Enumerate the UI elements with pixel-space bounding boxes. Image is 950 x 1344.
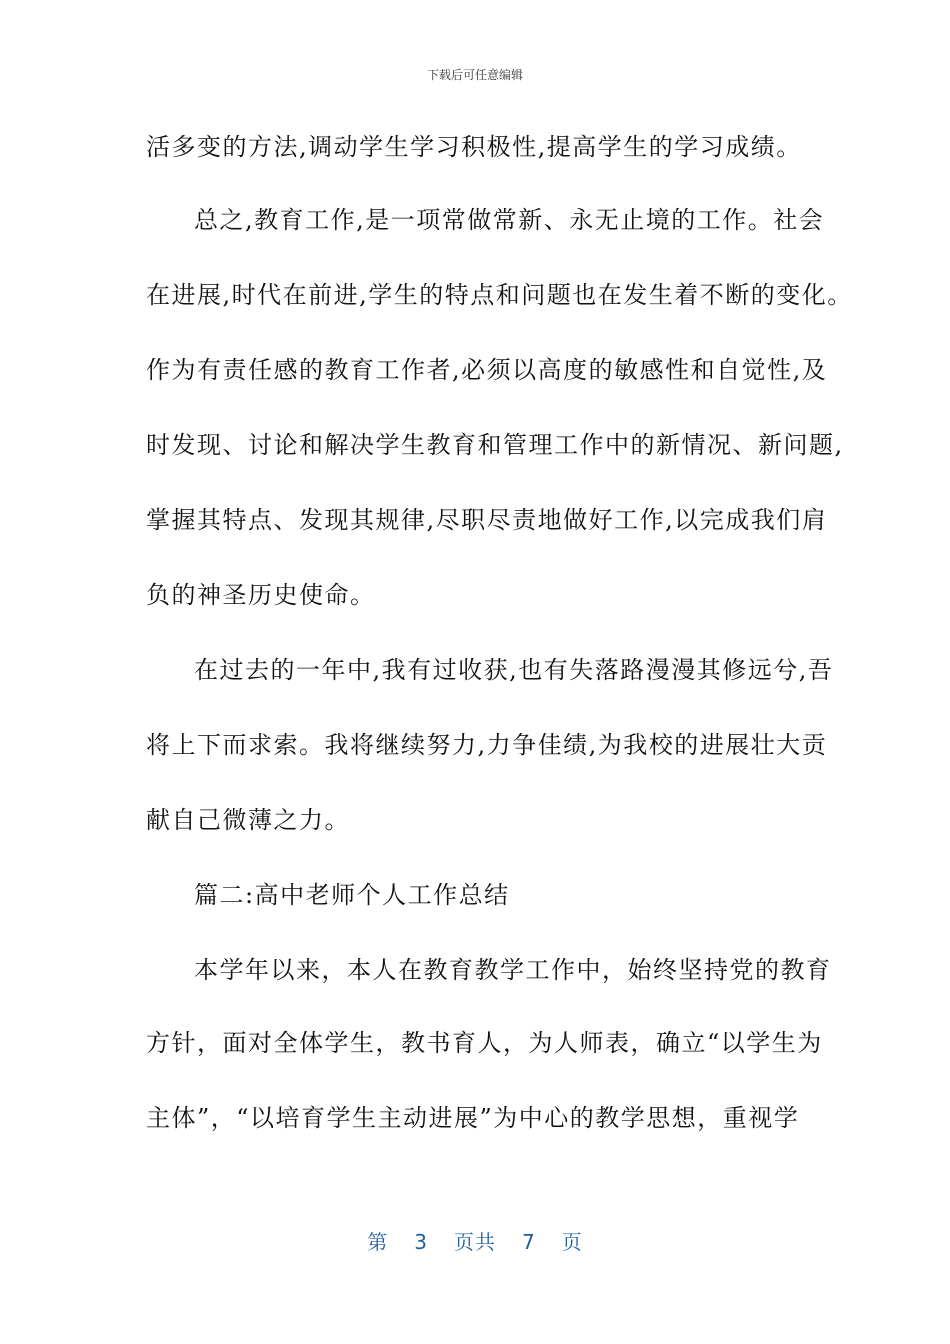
- footer-suffix: 页: [561, 1230, 583, 1254]
- text-line: 负的神圣历史使命。: [146, 581, 376, 609]
- text-line: 作为有责任感的教育工作者,必须以高度的敏感性和自觉性,及: [146, 356, 828, 384]
- text-line: 总之,教育工作,是一项常做常新、永无止境的工作。社会: [194, 206, 825, 234]
- footer-prefix: 第: [367, 1230, 389, 1254]
- footer-current-page: 3: [414, 1230, 428, 1254]
- section-heading: 篇二:高中老师个人工作总结: [194, 881, 510, 909]
- text-line: 将上下而求索。我将继续努力,力争佳绩,为我校的进展壮大贡: [146, 731, 828, 759]
- text-line: 在进展,时代在前进,学生的特点和问题也在发生着不断的变化。: [146, 281, 853, 309]
- footer-middle: 页共: [454, 1230, 496, 1254]
- page-footer: [0, 1226, 950, 1255]
- text-line: 方针，面对全体学生，教书育人，为人师表，确立“以学生为: [146, 1029, 823, 1057]
- text-line: 献自己微薄之力。: [146, 806, 350, 834]
- text-line: 掌握其特点、发现其规律,尽职尽责地做好工作,以完成我们肩: [146, 506, 828, 534]
- text-line: 时发现、讨论和解决学生教育和管理工作中的新情况、新问题,: [146, 431, 844, 459]
- header-note: 下载后可任意编辑: [426, 68, 523, 82]
- text-line: 在过去的一年中,我有过收获,也有失落路漫漫其修远兮,吾: [194, 656, 834, 684]
- text-line: 主体”，“以培育学生主动进展”为中心的教学思想，重视学: [146, 1104, 800, 1132]
- text-line: 本学年以来，本人在教育教学工作中，始终坚持党的教育: [194, 956, 832, 984]
- footer-total-pages: 7: [522, 1230, 536, 1254]
- text-line: 活多变的方法,调动学生学习积极性,提高学生的学习成绩。: [146, 133, 802, 161]
